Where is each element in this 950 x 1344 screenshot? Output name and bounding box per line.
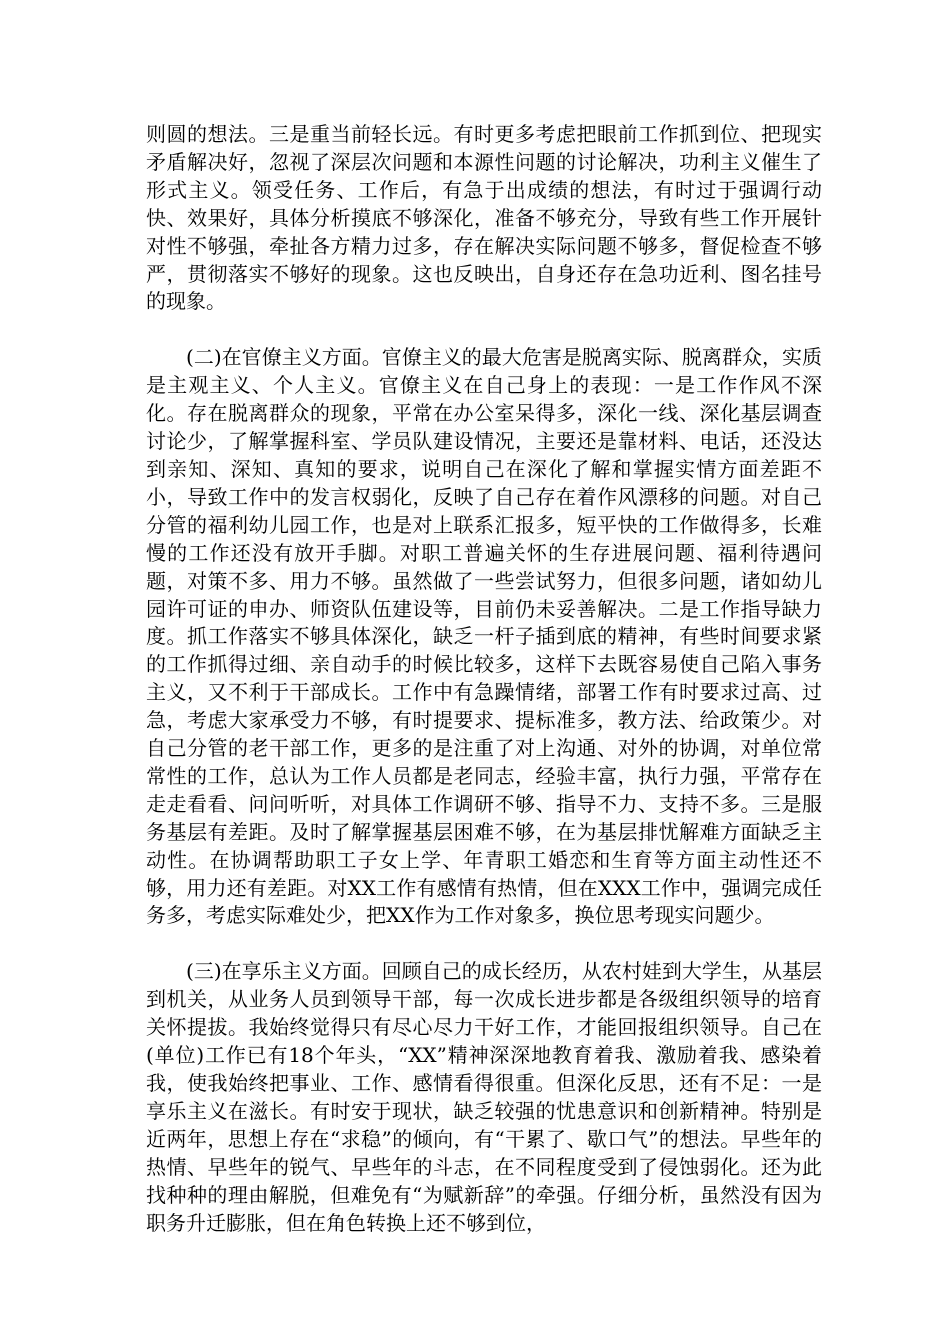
paragraph-hedonism: (三)在享乐主义方面。回顾自己的成长经历，从农村娃到大学生，从基层到机关，从业务人员到领导干部，每一次成长进步都是各级组织领导的培育关怀提拔。我始终觉得只有尽心尽力干好工作，才能回报组织领导。自己在(单位)工作已有18个年头，“XX”精神深深地教育着我、激励着我、感染着我，使我始终把事业、工作、感情看得很重。但深化反思，还有不足：一是享乐主义在滋长。有时安于现状，缺乏较强的忧患意识和创新精神。特别是近两年，思想上存在“求稳”的倾向，有“干累了、歇口气”的想法。早些年的热情、早些年的锐气、早些年的斗志，在不同程度受到了侵蚀弱化。还为此找种种的理由解脱，但难免有“为赋新辞”的牵强。仔细分析，虽然没有因为职务升迁膨胀，但在角色转换上还不够到位， bbox=[146, 959, 822, 1235]
paragraph-formalism-continued: 则圆的想法。三是重当前轻长远。有时更多考虑把眼前工作抓到位、把现实矛盾解决好，忽视了深层次问题和本源性问题的讨论解决，功利主义催生了形式主义。领受任务、工作后，有急于出成绩的想法，有时过于强调行动快、效果好，具体分析摸底不够深化，准备不够充分，导致有些工作开展针对性不够强，牵扯各方精力过多，存在解决实际问题不够多，督促检查不够严，贯彻落实不够好的现象。这也反映出，自身还存在急功近利、图名挂号的现象。 bbox=[146, 122, 822, 314]
paragraph-gap bbox=[146, 930, 822, 958]
paragraph-bureaucratism: (二)在官僚主义方面。官僚主义的最大危害是脱离实际、脱离群众，实质是主观主义、个人主义。官僚主义在自己身上的表现：一是工作作风不深化。存在脱离群众的现象，平常在办公室呆得多，深化一线、深化基层调查讨论少，了解掌握科室、学员队建设情况，主要还是靠材料、电话，还没达到亲知、深知、真知的要求，说明自己在深化了解和掌握实情方面差距不小，导致工作中的发言权弱化，反映了自己存在着作风漂移的问题。对自己分管的福利幼儿园工作，也是对上联系汇报多，短平快的工作做得多，长难慢的工作还没有放开手脚。对职工普遍关怀的生存进展问题、福利待遇问题，对策不多、用力不够。虽然做了一些尝试努力，但很多问题，诸如幼儿园许可证的申办、师资队伍建设等，目前仍未妥善解决。二是工作指导缺力度。抓工作落实不够具体深化，缺乏一杆子插到底的精神，有些时间要求紧的工作抓得过细、亲自动手的时候比较多，这样下去既容易使自己陷入事务主义，又不利于干部成长。工作中有急躁情绪，部署工作有时要求过高、过急，考虑大家承受力不够，有时提要求、提标准多，教方法、给政策少。对自己分管的老干部工作，更多的是注重了对上沟通、对外的协调，对单位常常性的工作，总认为工作人员都是老同志，经验丰富，执行力强，平常存在走走看看、问问听听，对具体工作调研不够、指导不力、支持不多。三是服务基层有差距。及时了解掌握基层困难不够，在为基层排忧解难方面缺乏主动性。在协调帮助职工子女上学、年青职工婚恋和生育等方面主动性还不够，用力还有差距。对XX工作有感情有热情，但在XXX工作中，强调完成任务多，考虑实际难处少，把XX作为工作对象多，换位思考现实问题少。 bbox=[146, 345, 822, 928]
paragraph-gap bbox=[146, 316, 822, 344]
document-page bbox=[146, 121, 822, 1237]
